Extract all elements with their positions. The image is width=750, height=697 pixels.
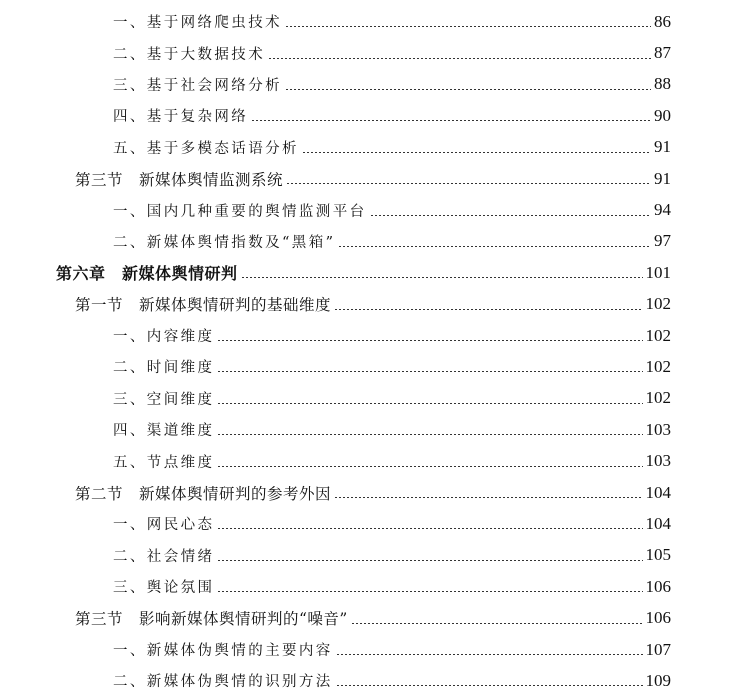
toc-entry-title: 四、基于复杂网络 <box>113 109 249 126</box>
toc-entry-page: 102 <box>645 325 671 345</box>
dot-leader <box>336 654 643 655</box>
dot-leader <box>217 371 642 372</box>
dot-leader <box>217 403 642 404</box>
dot-leader <box>241 277 643 278</box>
toc-entry[interactable] <box>0 383 750 414</box>
toc-entry-page: 86 <box>654 11 671 31</box>
toc-entry-page: 88 <box>654 74 671 94</box>
dot-leader <box>251 120 651 121</box>
toc-entry-title: 第三节 影响新媒体舆情研判的“噪音” <box>75 610 348 629</box>
toc-entry-page: 91 <box>654 168 671 188</box>
toc-entry-title: 三、舆论氛围 <box>113 580 215 597</box>
toc-entry[interactable] <box>0 6 750 37</box>
toc-entry-title: 第六章 新媒体舆情研判 <box>56 264 238 284</box>
toc-entry-page: 105 <box>645 545 671 565</box>
toc-entry-page: 102 <box>645 294 671 314</box>
toc-entry[interactable] <box>0 634 750 665</box>
toc-entry[interactable] <box>0 69 750 100</box>
toc-entry[interactable] <box>0 571 750 602</box>
toc-entry-page: 103 <box>645 419 671 439</box>
toc-section-entry[interactable] <box>0 477 750 508</box>
dot-leader <box>334 497 642 498</box>
toc-entry[interactable] <box>0 540 750 571</box>
toc-entry-page: 97 <box>654 231 671 251</box>
toc-entry-title: 第一节 新媒体舆情研判的基础维度 <box>75 296 332 315</box>
dot-leader <box>338 246 651 247</box>
dot-leader <box>217 560 642 561</box>
toc-entry-page: 91 <box>654 137 671 157</box>
toc-entry-title: 第三节 新媒体舆情监测系统 <box>75 170 284 189</box>
dot-leader <box>285 89 651 90</box>
toc-entry-page: 104 <box>645 482 671 502</box>
toc-entry-title: 三、基于社会网络分析 <box>113 77 282 94</box>
toc-entry-title: 五、节点维度 <box>113 454 215 471</box>
dot-leader <box>217 591 642 592</box>
toc-entry-page: 106 <box>645 608 671 628</box>
toc-entry-page: 103 <box>645 451 671 471</box>
dot-leader <box>217 340 642 341</box>
toc-section-entry[interactable] <box>0 289 750 320</box>
dot-leader <box>336 685 643 686</box>
dot-leader <box>370 215 652 216</box>
dot-leader <box>217 528 642 529</box>
toc-entry[interactable] <box>0 665 750 696</box>
toc-entry-page: 101 <box>645 262 671 282</box>
toc-entry-title: 二、新媒体伪舆情的识别方法 <box>113 674 333 691</box>
toc-entry-title: 第二节 新媒体舆情研判的参考外因 <box>75 484 332 503</box>
dot-leader <box>285 26 651 27</box>
toc-entry-title: 二、社会情绪 <box>113 548 215 565</box>
toc-entry[interactable] <box>0 445 750 476</box>
toc-entry-page: 107 <box>645 639 671 659</box>
toc-entry-title: 二、基于大数据技术 <box>113 46 266 63</box>
dot-leader <box>334 309 642 310</box>
toc-entry-title: 二、时间维度 <box>113 360 215 377</box>
toc-entry-title: 三、空间维度 <box>113 391 215 408</box>
toc-entry[interactable] <box>0 351 750 382</box>
toc-entry-page: 102 <box>645 388 671 408</box>
dot-leader <box>286 183 651 184</box>
toc-entry[interactable] <box>0 37 750 68</box>
toc-entry-page: 109 <box>645 670 671 690</box>
dot-leader <box>217 434 642 435</box>
dot-leader <box>268 58 651 59</box>
toc-entry-title: 一、内容维度 <box>113 329 215 346</box>
toc-entry-title: 一、国内几种重要的舆情监测平台 <box>113 203 367 220</box>
toc-entry[interactable] <box>0 320 750 351</box>
toc-entry-page: 102 <box>645 356 671 376</box>
toc-entry[interactable] <box>0 226 750 257</box>
toc-chapter-entry[interactable] <box>0 257 750 288</box>
toc-entry[interactable] <box>0 194 750 225</box>
toc-entry[interactable] <box>0 414 750 445</box>
toc-entry[interactable] <box>0 100 750 131</box>
toc-entry-title: 五、基于多模态话语分析 <box>113 140 299 157</box>
dot-leader <box>302 152 651 153</box>
toc-entry-title: 一、基于网络爬虫技术 <box>113 15 282 32</box>
toc-entry-page: 87 <box>654 43 671 63</box>
table-of-contents <box>0 6 750 697</box>
toc-entry-page: 94 <box>654 200 671 220</box>
toc-entry-page: 90 <box>654 105 671 125</box>
toc-entry-title: 一、新媒体伪舆情的主要内容 <box>113 643 333 659</box>
toc-entry[interactable] <box>0 508 750 539</box>
dot-leader <box>217 466 642 467</box>
toc-section-entry[interactable] <box>0 602 750 633</box>
toc-entry-page: 106 <box>645 576 671 596</box>
toc-entry-page: 104 <box>645 513 671 533</box>
toc-entry[interactable] <box>0 132 750 163</box>
toc-entry-title: 二、新媒体舆情指数及“黑箱” <box>113 234 336 251</box>
dot-leader <box>351 623 643 624</box>
toc-section-entry[interactable] <box>0 163 750 194</box>
toc-entry-title: 一、网民心态 <box>113 517 215 534</box>
toc-entry-title: 四、渠道维度 <box>113 423 215 440</box>
